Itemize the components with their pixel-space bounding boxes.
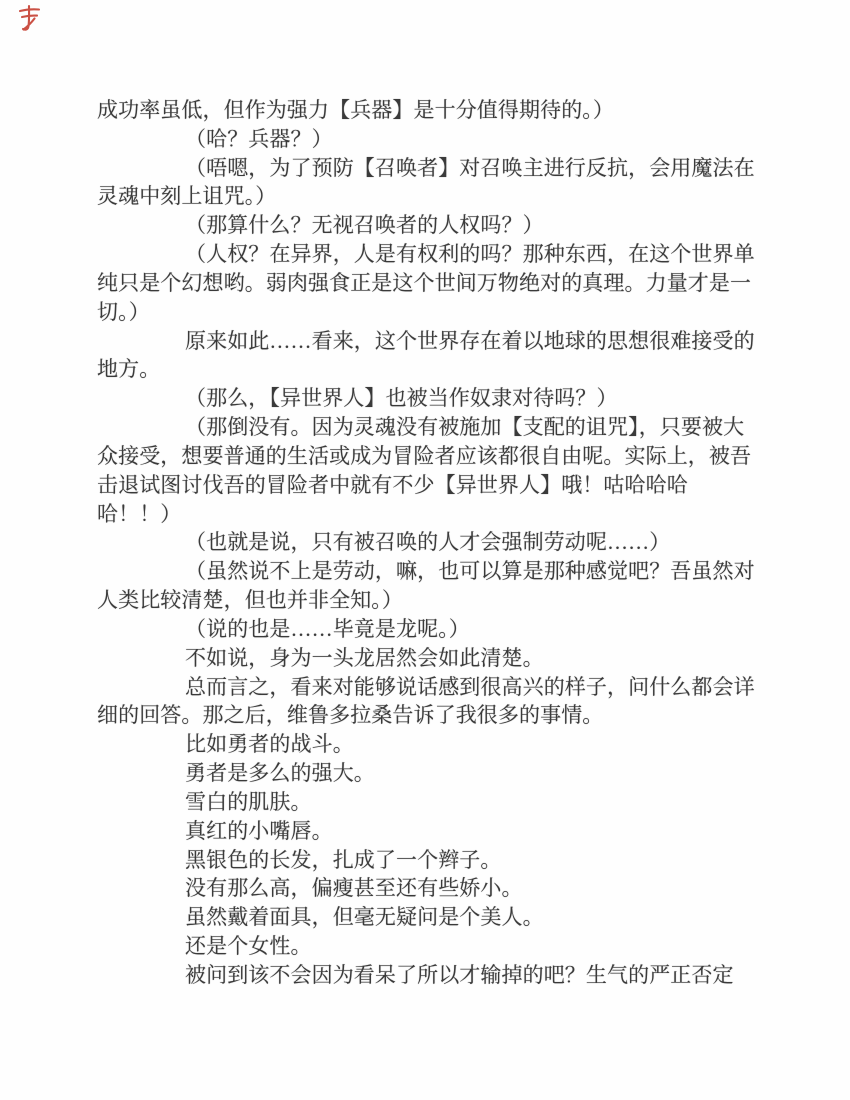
text-line: （说的也是……毕竟是龙呢。） bbox=[185, 616, 470, 641]
text-line: 哈！！） bbox=[97, 501, 182, 526]
text-line: 真红的小嘴唇。 bbox=[185, 818, 333, 843]
text-line: （唔嗯，为了预防【召唤者】对召唤主进行反抗，会用魔法在 bbox=[185, 155, 755, 180]
text-line: 切。） bbox=[97, 299, 150, 324]
text-line: （哈？兵器？） bbox=[185, 126, 333, 151]
text-line: （人权？在异界，人是有权利的吗？那种东西，在这个世界单 bbox=[185, 242, 755, 267]
text-line: 比如勇者的战斗。 bbox=[185, 732, 354, 757]
text-line: （那倒没有。因为灵魂没有被施加【支配的诅咒】，只要被大 bbox=[185, 415, 745, 440]
text-line: 原来如此……看来，这个世界存在着以地球的思想很难接受的 bbox=[185, 328, 755, 353]
red-pen-mark-icon bbox=[16, 3, 43, 33]
text-line: 人类比较清楚，但也并非全知。） bbox=[97, 588, 403, 613]
text-line: 不如说，身为一头龙居然会如此清楚。 bbox=[185, 645, 544, 670]
text-line: （也就是说，只有被召唤的人才会强制劳动呢……） bbox=[185, 530, 671, 555]
text-line: （那么，【异世界人】也被当作奴隶对待吗？） bbox=[185, 386, 618, 411]
text-line: 勇者是多么的强大。 bbox=[185, 761, 375, 786]
text-line: 众接受，想要普通的生活或成为冒险者应该都很自由呢。实际上，被吾 bbox=[97, 443, 752, 468]
text-line: 被问到该不会因为看呆了所以才输掉的吧？生气的严正否定 bbox=[185, 962, 734, 987]
text-line: 地方。 bbox=[97, 357, 161, 382]
text-line: （虽然说不上是劳动，嘛，也可以算是那种感觉吧？吾虽然对 bbox=[185, 559, 755, 584]
text-line: 没有那么高，偏瘦甚至还有些娇小。 bbox=[185, 876, 523, 901]
text-body bbox=[97, 96, 753, 990]
text-line: 纯只是个幻想哟。弱肉强食正是这个世间万物绝对的真理。力量才是一 bbox=[97, 270, 752, 295]
text-line: 黑银色的长发，扎成了一个辫子。 bbox=[185, 847, 502, 872]
text-line: 总而言之，看来对能够说话感到很高兴的样子，问什么都会详 bbox=[185, 674, 755, 699]
text-line: 击退试图讨伐吾的冒险者中就有不少【异世界人】哦！咕哈哈哈 bbox=[97, 472, 688, 497]
text-line: 细的回答。那之后，维鲁多拉桑告诉了我很多的事情。 bbox=[97, 703, 604, 728]
text-line: 虽然戴着面具，但毫无疑问是个美人。 bbox=[185, 905, 544, 930]
text-line: 还是个女性。 bbox=[185, 934, 312, 959]
text-line: 成功率虽低，但作为强力【兵器】是十分值得期待的。） bbox=[97, 98, 614, 122]
text-line: 灵魂中刻上诅咒。） bbox=[97, 184, 277, 209]
text-line: （那算什么？无视召唤者的人权吗？） bbox=[185, 213, 544, 238]
text-line: 雪白的肌肤。 bbox=[185, 789, 312, 814]
